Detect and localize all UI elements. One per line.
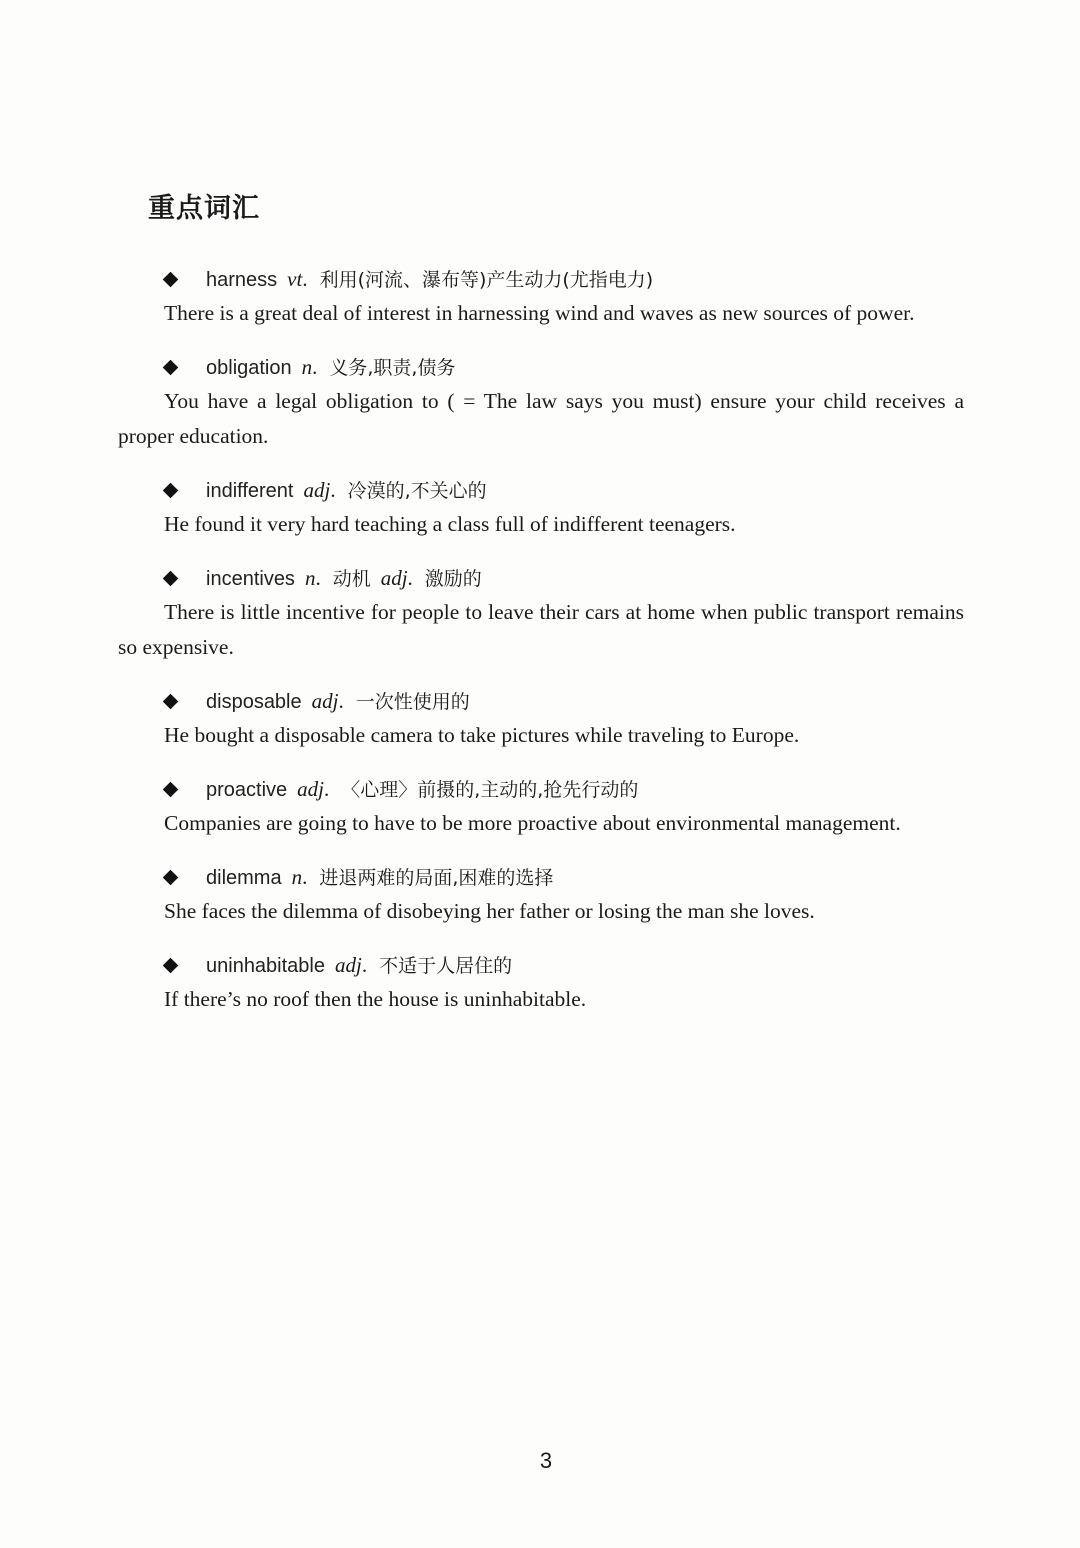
diamond-bullet-icon: [163, 870, 179, 886]
headword-line: obligation n. 义务,职责,债务: [118, 350, 964, 384]
chinese-meaning: 进退两难的局面,困难的选择: [319, 867, 554, 889]
headword-line: uninhabitable adj. 不适于人居住的: [118, 948, 964, 982]
vocabulary-entry: [118, 772, 964, 841]
vocabulary-entry: [118, 684, 964, 753]
chinese-meaning-secondary: 激励的: [424, 568, 482, 590]
vocabulary-entry: [118, 473, 964, 542]
example-sentence: He found it very hard teaching a class full of indifferent teenagers.: [164, 512, 736, 536]
chinese-meaning: 冷漠的,不关心的: [347, 480, 487, 502]
part-of-speech: vt: [287, 267, 303, 291]
vocabulary-entry: [118, 860, 964, 929]
diamond-bullet-icon: [163, 360, 179, 376]
vocabulary-entry: [118, 350, 964, 454]
headword: incentives: [206, 568, 295, 590]
headword: obligation: [206, 357, 292, 379]
chinese-meaning: 〈心理〉前摄的,主动的,抢先行动的: [341, 779, 639, 801]
vocabulary-list: [118, 262, 964, 1036]
diamond-bullet-icon: [163, 958, 179, 974]
diamond-bullet-icon: [163, 571, 179, 587]
example-sentence: You have a legal obligation to ( = The law says you must) ensure your child receives a proper education.: [118, 389, 964, 448]
vocabulary-entry: [118, 262, 964, 331]
headword-line: dilemma n. 进退两难的局面,困难的选择: [118, 860, 964, 894]
part-of-speech: adj: [297, 777, 324, 801]
diamond-bullet-icon: [163, 694, 179, 710]
page-number: 3: [539, 1448, 553, 1473]
part-of-speech: adj: [303, 478, 331, 502]
part-of-speech: adj: [335, 953, 362, 977]
headword: uninhabitable: [206, 955, 325, 977]
headword-line: indifferent adj. 冷漠的,不关心的: [118, 473, 964, 507]
chinese-meaning: 动机: [332, 568, 371, 590]
vocabulary-entry: [118, 561, 964, 665]
headword-line: disposable adj. 一次性使用的: [118, 684, 964, 718]
headword-line: proactive adj. 〈心理〉前摄的,主动的,抢先行动的: [118, 772, 964, 806]
headword-line: incentives n. 动机 adj. 激励的: [118, 561, 964, 595]
example-sentence: If there’s no roof then the house is uninhabitable.: [164, 987, 587, 1011]
part-of-speech: n: [304, 566, 316, 590]
headword: dilemma: [206, 867, 282, 889]
headword: disposable: [206, 691, 302, 713]
example-sentence: There is a great deal of interest in harnessing wind and waves as new sources of power.: [164, 301, 915, 325]
example-sentence: He bought a disposable camera to take pictures while traveling to Europe.: [164, 723, 800, 747]
example-sentence: Companies are going to have to be more proactive about environmental management.: [164, 811, 901, 835]
headword: proactive: [206, 779, 288, 801]
chinese-meaning: 利用(河流、瀑布等)产生动力(尤指电力): [319, 269, 654, 291]
part-of-speech: n: [301, 355, 313, 379]
chinese-meaning: 义务,职责,债务: [329, 357, 456, 379]
headword-line: harness vt. 利用(河流、瀑布等)产生动力(尤指电力): [118, 262, 964, 296]
example-sentence: There is little incentive for people to leave their cars at home when public transport remains so expensive.: [118, 600, 964, 659]
diamond-bullet-icon: [163, 782, 179, 798]
section-title: 重点词汇: [148, 193, 260, 224]
vocabulary-entry: [118, 948, 964, 1017]
example-sentence: She faces the dilemma of disobeying her father or losing the man she loves.: [164, 899, 815, 923]
part-of-speech: adj: [311, 689, 339, 713]
chinese-meaning: 不适于人居住的: [379, 955, 513, 977]
headword: indifferent: [206, 480, 294, 502]
diamond-bullet-icon: [163, 272, 179, 288]
part-of-speech-secondary: adj: [380, 566, 408, 590]
diamond-bullet-icon: [163, 483, 179, 499]
part-of-speech: n: [291, 865, 303, 889]
headword: harness: [206, 269, 278, 291]
chinese-meaning: 一次性使用的: [355, 691, 470, 713]
